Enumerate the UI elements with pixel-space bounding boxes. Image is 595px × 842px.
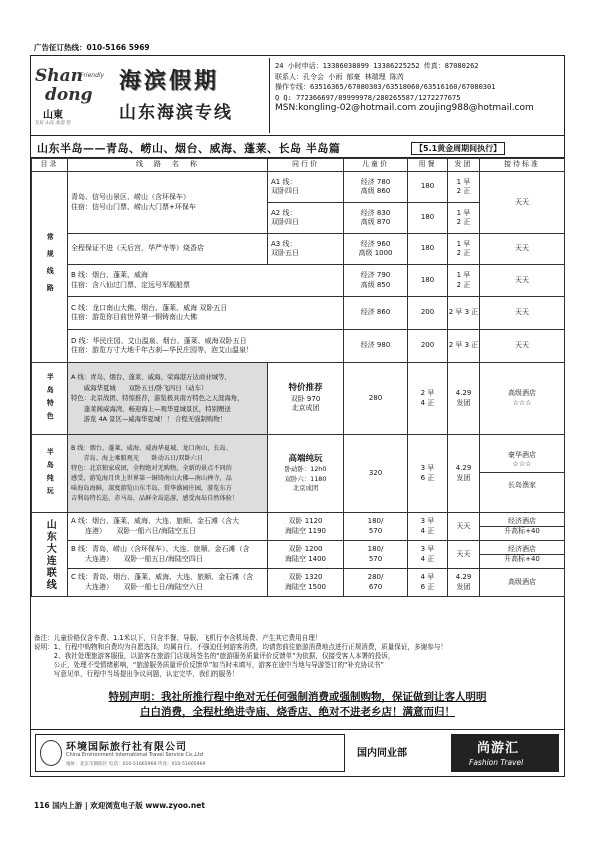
route-db-standard-1: 经济酒店 xyxy=(480,545,564,556)
route-da-standard-2: 升高标+40 xyxy=(504,527,540,535)
route-b-child: 180 xyxy=(408,265,448,297)
route-dc-standard: 高级酒店 xyxy=(480,569,565,597)
special-line-1: 特别声明：我社所推行程中绝对无任何强制消费或强制购物，保证做到让客人明明 xyxy=(108,691,487,703)
header-send: 发团 xyxy=(448,159,480,172)
special-statement xyxy=(31,690,564,720)
route-a3-send: 天天 xyxy=(480,234,565,265)
header-catalog: 目录 xyxy=(32,159,68,172)
route-a2-child: 180 xyxy=(408,203,448,234)
route-db-child: 180/ 570 xyxy=(344,541,408,569)
route-a1-meal: 1 早 2 正 xyxy=(448,172,480,203)
logo-dong: dong xyxy=(45,85,93,105)
route-db-price: 双卧 1200 海陆空 1400 xyxy=(268,541,344,569)
route-c-meal: 2 早 3 正 xyxy=(448,297,480,330)
route-dc-price: 双卧 1320 海陆空 1500 xyxy=(268,569,344,597)
route-b-text: B 线：烟台、蓬莱、威海 住宿：含八仙过门票、定远号军舰船票 xyxy=(71,271,190,289)
route-d-desc: D 线：华民庄园、艾山温泉、烟台、蓬莱、威海双卧五日 住宿：游览方寸大地千年古刹—华民庄园等，泡艾山温泉！ xyxy=(68,330,344,363)
route-a3-line: A3 线： 双卧五日 xyxy=(268,234,344,265)
section-dalian: 山东大连联线 xyxy=(32,513,68,597)
route-a2-line: A2 线： 双卧四日 xyxy=(268,203,344,234)
route-pa-send: 4.29 发团 xyxy=(448,363,480,435)
route-dc-desc: C 线：青岛、烟台、蓬莱、威海、大连、旅顺、金石滩（含 大连港） 双卧一船七日/海陆空六日 xyxy=(68,569,268,597)
route-a2-meal: 1 早 2 正 xyxy=(448,203,480,234)
contact-msn: MSN:kongling-02@hotmail.com zoujing988@hotmail.com xyxy=(275,103,534,113)
note-4: 写意见单，行程中当场提出争议问题，认定完毕，我们的服务！ xyxy=(34,670,239,678)
route-pb-standard-2: 长岛渔家 xyxy=(508,480,536,489)
table-row xyxy=(32,297,565,330)
route-dc-send: 4.29 发团 xyxy=(448,569,480,597)
route-pa-desc: A 线：青岛、烟台、蓬莱、威海、荣海港万达商业城等、 威海华夏城 双卧五日/卧飞四日（动车） 特色：北京战团、特惊推荐，游览极具南方特色之天涯海角， 蓬莱阁威海湾、畅迎海上—观华夏城景区，特别赠送 游览 4A 景区—威海华夏城！！ 合程无强制购物！ xyxy=(68,363,268,435)
notes xyxy=(31,634,564,679)
header-standard: 接待标准 xyxy=(480,159,565,172)
logo-shan: Shan xyxy=(35,66,84,86)
header xyxy=(31,56,564,136)
route-da-desc: A 线：烟台、蓬莱、威海、大连、旅顺、金石滩（含大 连港） 双卧一船六日/海陆空五日 xyxy=(68,513,268,541)
page-footer: 116 国内上游 | 欢迎浏览电子版 www.zyoo.net xyxy=(34,801,205,810)
route-dc-meal: 4 早 6 正 xyxy=(408,569,448,597)
company-address: 地址：北京市朝阳区 电话：010-51665969 传真：010-51665969 xyxy=(66,762,206,767)
contact-box xyxy=(269,58,561,133)
route-pb-desc: B 线：烟台、蓬莱、威海、威海华夏城、龙口南山、长岛、 青岛、海上乘船观光 卧动五日/双卧六日 特色：北京独家成团，全程绝对无购物，全新的景点不同的 感受，游览海月世上世界第一铜铸南山大佛—南山禅寺，品 味海岛海鲜，深度游览山东半岛，赏华盛园庄园，游览东方 吉利岛特长巡、赤马岛，品鲜全岛巡游，感受海岛自然体验！ xyxy=(68,435,268,513)
route-d-send: 天天 xyxy=(480,330,565,363)
table-row xyxy=(32,435,565,513)
route-c-send: 天天 xyxy=(480,297,565,330)
header-meal: 用餐 xyxy=(408,159,448,172)
route-a3-meal: 1 早 2 正 xyxy=(448,234,480,265)
table-row xyxy=(32,265,565,297)
banner-title: 海滨假期 xyxy=(119,68,220,94)
note-3: 公正，处理不受情绪影响，“旅游服务质量评价反馈单”如当时未填写，游客在途中当地与导游签订的“补充协议书” xyxy=(34,661,384,669)
section-regular: 常规线路 xyxy=(32,172,68,363)
logo-slogan: 友好 山东 欢迎 您 xyxy=(35,121,71,126)
header-price: 同行价 xyxy=(268,159,344,172)
contact-qq: Q Q: 772366697/89999978/280265587/1272277675 xyxy=(275,93,461,102)
route-a1-child: 180 xyxy=(408,172,448,203)
section-luxury: 半岛纯玩 xyxy=(32,435,68,513)
domestic-dept: 国内同业部 xyxy=(357,748,407,759)
header-child: 儿童价 xyxy=(344,159,408,172)
route-pb-price-cell xyxy=(268,435,344,513)
table-row xyxy=(32,234,565,265)
route-pb-price: 卧动卧：12h0 双卧六：1180 北京成团 xyxy=(284,465,327,492)
route-pa-meal: 2 早 4 正 xyxy=(408,363,448,435)
route-c-desc: C 线：龙口南山大佛、烟台、蓬莱、威海 双卧五日 住宿：游览你目前世界第一铜铸南山大佛 xyxy=(68,297,344,330)
route-pa-standard: 高级酒店 ☆☆☆ xyxy=(480,363,565,435)
route-a3-desc: 全程保证不进（天后宫，华严寺等）烧香店 xyxy=(68,234,268,265)
table-row xyxy=(32,330,565,363)
banner-subtitle: 山东海滨专线 xyxy=(119,103,233,123)
route-da-price: 双卧 1120 海陆空 1190 xyxy=(268,513,344,541)
note-0: 备注：儿童价格仅含车费、1.1米以下，只含半餐、导服、飞机行李含机场费、产生其它费用自理！ xyxy=(34,634,322,642)
route-da-meal: 3 早 4 正 xyxy=(408,513,448,541)
fashion-travel-en: Fashion Travel xyxy=(469,758,524,767)
route-a-desc: 青岛、信号山景区、崂山（含环保车） 住宿：信号山门票、崂山大门票+环保车 xyxy=(68,172,268,234)
route-da-send: 天天 xyxy=(448,513,480,541)
contact-ops: 操作专线：63516365/67080303/63518060/63516160/67080301 xyxy=(275,83,496,91)
route-d-meal: 2 早 3 正 xyxy=(448,330,480,363)
route-c-child: 200 xyxy=(408,297,448,330)
table-header-row xyxy=(32,159,565,172)
table-row xyxy=(32,541,565,569)
route-a3-price: 经济 960 高级 1000 xyxy=(344,234,408,265)
route-a2-price: 经济 830 高级 870 xyxy=(344,203,408,234)
route-pb-meal: 3 早 6 正 xyxy=(408,435,448,513)
route-table xyxy=(31,158,565,597)
table-row xyxy=(32,569,565,597)
logo-friendly: Friendly xyxy=(80,72,105,79)
note-1: 说明：1、行程中购物和自费均为自愿选择，均属自行，不强迫任何游客消费，均请您前往旅游消费地点进行正规消费，质量保证，多谢参与！ xyxy=(34,643,448,651)
route-c-price: 经济 860 xyxy=(344,297,408,330)
route-pb-badge: 高端纯玩 xyxy=(288,453,323,464)
header-route: 线 路 名 称 xyxy=(68,159,268,172)
company-name-en: China Environment International Travel Service Co.,Ltd xyxy=(66,752,203,758)
shandong-logo xyxy=(35,60,115,130)
route-b-desc xyxy=(68,265,344,297)
logo-cn: 山東 xyxy=(43,110,63,121)
route-da-child: 180/ 570 xyxy=(344,513,408,541)
route-b-meal: 1 早 2 正 xyxy=(448,265,480,297)
company-name: 环境国际旅行社有限公司 xyxy=(66,742,187,753)
route-a3-child: 180 xyxy=(408,234,448,265)
route-pb-standard-1: 豪华酒店 ☆☆☆ xyxy=(480,449,564,473)
route-db-send: 天天 xyxy=(448,541,480,569)
special-line-2: 白白消费，全程杜绝进寺庙、烧香店、绝对不进老乡店！满意而归！ xyxy=(140,706,455,718)
route-db-standard xyxy=(480,541,565,569)
fashion-travel-cn: 尚游汇 xyxy=(477,741,520,756)
strip-note: 【5.1黄金周期间执行】 xyxy=(411,142,505,155)
route-a-send: 天天 xyxy=(480,172,565,234)
route-dc-child: 280/ 670 xyxy=(344,569,408,597)
ad-hotline: 广告征订热线：010-5166 5969 xyxy=(34,43,150,52)
route-pb-child: 320 xyxy=(344,435,408,513)
company-logo-icon xyxy=(40,740,62,766)
route-da-standard xyxy=(480,513,565,541)
section-peninsula: 半岛特色 xyxy=(32,363,68,435)
table-row xyxy=(32,363,565,435)
strip-title: 山东半岛——青岛、崂山、烟台、威海、蓬莱、长岛 半岛篇 xyxy=(37,142,341,155)
route-b-price: 经济 790 高级 850 xyxy=(344,265,408,297)
contact-persons: 联系人：孔令会 小雨 郁豪 林瑞理 陈芮 xyxy=(275,72,404,81)
route-pa-child: 280 xyxy=(344,363,408,435)
contact-phone: 24 小时申话：13386038099 13386225252 传真：87080262 xyxy=(275,62,479,70)
route-db-standard-2: 升高标+40 xyxy=(504,555,540,563)
note-2: 2、我社处理旅游客服报，以游客在旅游门店现场签名的“旅游服务质量评价反馈单”为依据，仅接受客人本署的投诉， xyxy=(34,652,395,660)
route-pb-standard xyxy=(480,435,565,513)
footer xyxy=(31,729,564,776)
banner xyxy=(117,60,265,130)
route-d-price: 经济 980 xyxy=(344,330,408,363)
company-box xyxy=(35,734,345,772)
route-a1-line: A1 线： 双卧四日 xyxy=(268,172,344,203)
route-b-send: 天天 xyxy=(480,265,565,297)
route-db-desc: B 线：青岛、崂山（含环保车）、大连、旅顺、金石滩（含 大连港） 双卧一船五日/海陆空四日 xyxy=(68,541,268,569)
route-pa-badge: 特价推荐 xyxy=(288,383,323,394)
route-db-meal: 3 早 4 正 xyxy=(408,541,448,569)
table-row xyxy=(32,513,565,541)
route-d-child: 200 xyxy=(408,330,448,363)
route-pb-send: 4.29 发团 xyxy=(448,435,480,513)
route-a1-price: 经济 780 高级 860 xyxy=(344,172,408,203)
route-pa-price: 双卧 970 北京成团 xyxy=(290,394,321,413)
page-frame xyxy=(30,55,565,777)
section-strip xyxy=(31,136,564,158)
route-da-standard-1: 经济酒店 xyxy=(480,517,564,528)
fashion-travel-logo xyxy=(451,734,559,772)
table-row xyxy=(32,172,565,203)
route-pa-price-cell xyxy=(268,363,344,435)
